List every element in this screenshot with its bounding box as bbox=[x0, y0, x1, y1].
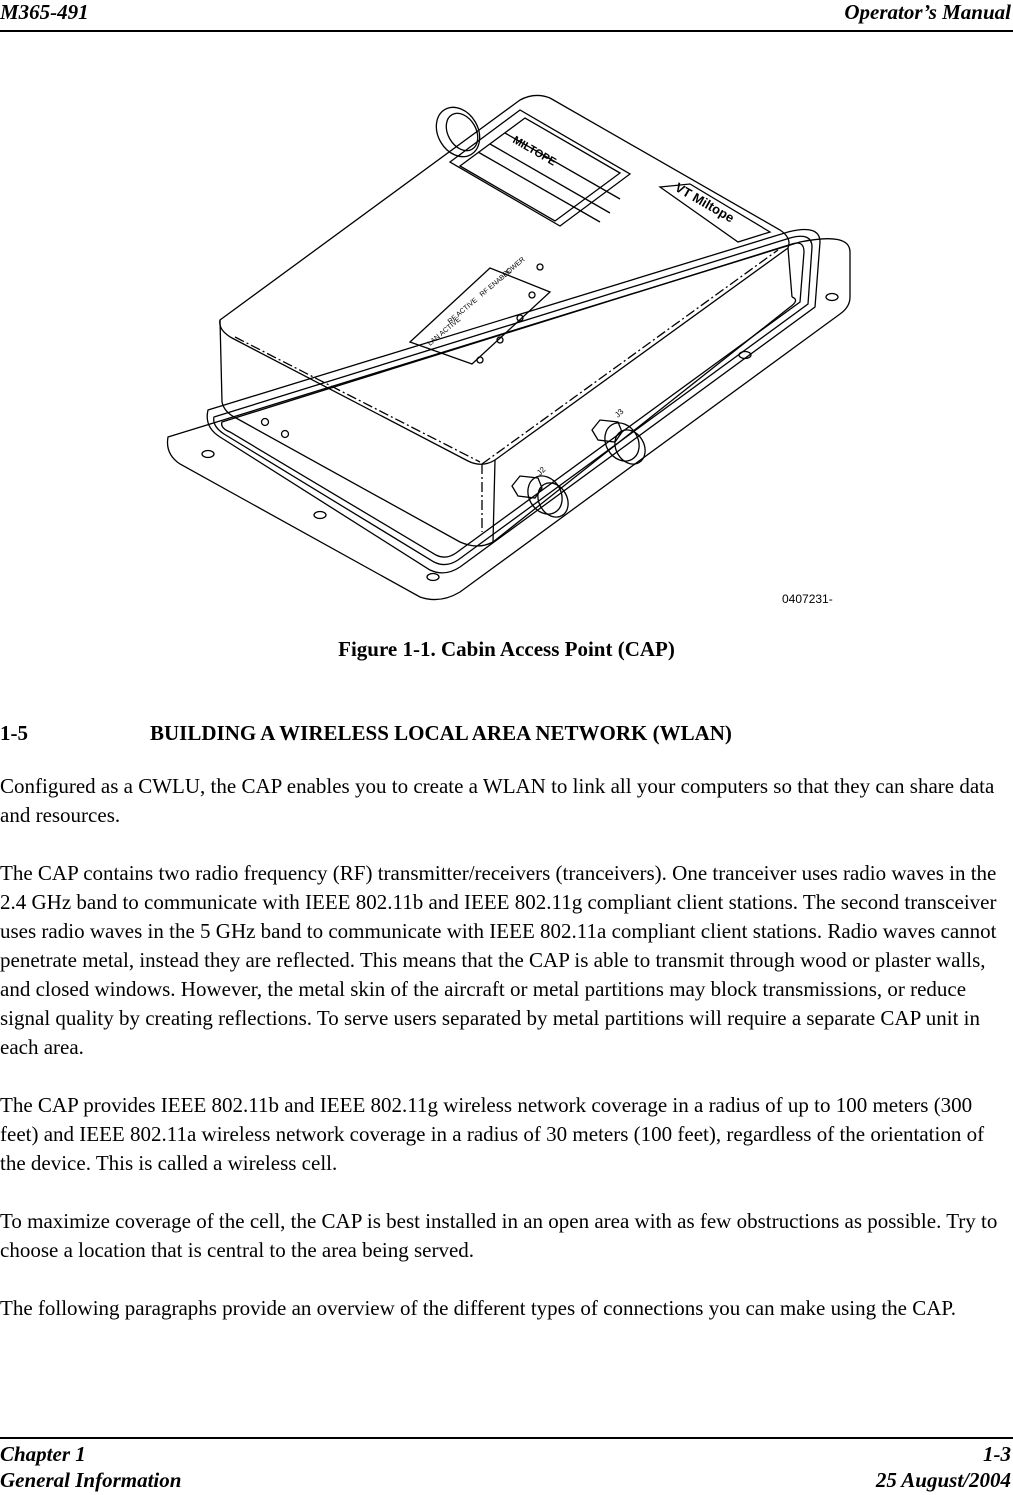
j3-label: J3 bbox=[613, 407, 626, 420]
cap-line-drawing bbox=[160, 92, 860, 612]
vt-logo: VT Miltope bbox=[672, 179, 737, 226]
paragraph: The following paragraphs provide an overview of the different types of connections you can make using the CAP. bbox=[0, 1296, 957, 1320]
j2-label: J2 bbox=[535, 465, 548, 478]
paragraph: The CAP provides IEEE 802.11b and IEEE 802.11g wireless network coverage in a radius of up to 100 meters (300 feet) and IEEE 802.11a wireless network coverage in a radius of 30 meters (100 feet), regardless of the orientation of the device. This is called a wireless cell. bbox=[0, 1093, 985, 1175]
paragraph: Configured as a CWLU, the CAP enables you to create a WLAN to link all your computers so that they can share data and resources. bbox=[0, 774, 995, 827]
section-name: General Information bbox=[0, 1468, 182, 1492]
connector-j3 bbox=[592, 407, 651, 470]
paragraph: To maximize coverage of the cell, the CAP is best installed in an open area with as few obstructions as possible. Try to choose a location that is central to the area being served. bbox=[0, 1209, 998, 1262]
revision-date: 25 August/2004 bbox=[875, 1468, 1011, 1492]
section-title: BUILDING A WIRELESS LOCAL AREA NETWORK (WLAN) bbox=[150, 721, 732, 745]
rf-enable-label: RF ENABLE bbox=[478, 268, 514, 299]
paragraph: The CAP contains two radio frequency (RF) transmitter/receivers (tranceivers). One tranceiver uses radio waves in the 2.4 GHz band to communicate with IEEE 802.11b and IEEE 802.11g compliant client stations. The second transceiver uses radio waves in the 5 GHz band to communicate with IEEE 802.11a compliant client stations. Radio waves cannot penetrate metal, instead they are reflected. This means that the CAP is able to transmit through wood or plaster walls, and closed windows. However, the metal skin of the aircraft or metal partitions may block transmissions, or reduce signal quality by creating reflections. To serve users separated by metal partitions will require a separate CAP unit in each area. bbox=[0, 861, 997, 1059]
power-label: POWER bbox=[501, 256, 527, 279]
drawing-number: 0407231- bbox=[782, 592, 833, 606]
doc-title: Operator’s Manual bbox=[844, 0, 1011, 24]
lan-active-label: LAN ACTIVE bbox=[426, 316, 463, 348]
section-number: 1-5 bbox=[0, 721, 28, 745]
cap-figure bbox=[160, 92, 860, 612]
page-header bbox=[0, 0, 1013, 32]
page-number: 1-3 bbox=[983, 1442, 1011, 1466]
figure-caption: Figure 1-1. Cabin Access Point (CAP) bbox=[338, 637, 675, 661]
rf-active-label: RF ACTIVE bbox=[446, 296, 480, 326]
brand-label: MILTOPE bbox=[510, 134, 558, 169]
page-footer bbox=[0, 1437, 1013, 1495]
chapter-label: Chapter 1 bbox=[0, 1442, 86, 1466]
doc-number: M365-491 bbox=[0, 0, 89, 24]
body-text bbox=[0, 772, 1008, 1352]
